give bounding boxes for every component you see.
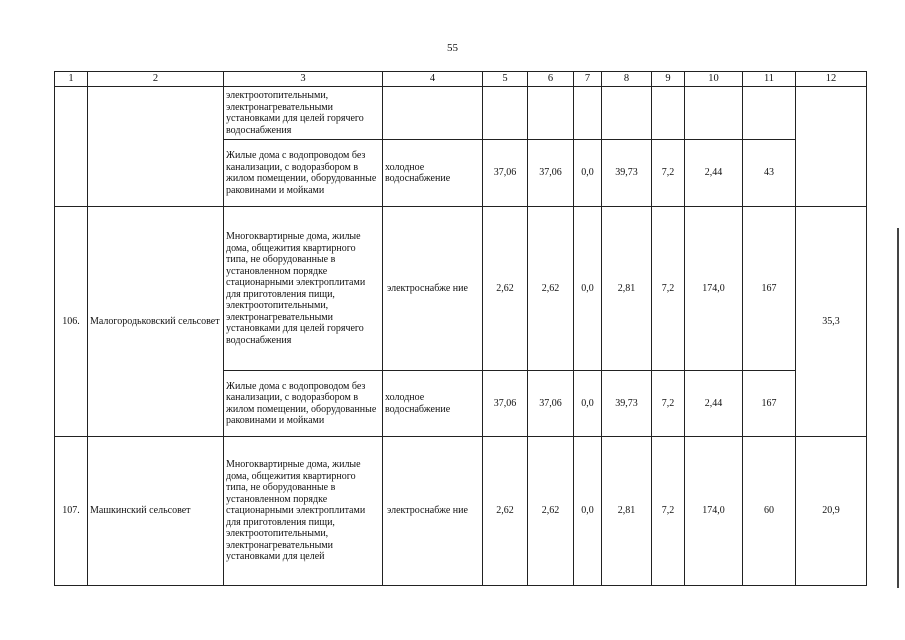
value-cell: 37,06 bbox=[528, 140, 574, 207]
header-cell: 10 bbox=[685, 72, 743, 87]
page-number: 55 bbox=[447, 42, 458, 54]
value-cell: 7,2 bbox=[652, 371, 685, 437]
value-cell: 174,0 bbox=[685, 437, 743, 586]
total-cell: 35,3 bbox=[796, 207, 867, 437]
total-cell bbox=[796, 87, 867, 207]
value-cell: 2,81 bbox=[602, 207, 652, 371]
value-cell: 2,62 bbox=[483, 437, 528, 586]
value-cell: 0,0 bbox=[574, 140, 602, 207]
table-row bbox=[55, 87, 867, 140]
row-index: 107. bbox=[55, 437, 88, 586]
table-row bbox=[55, 207, 867, 371]
header-cell: 9 bbox=[652, 72, 685, 87]
value-cell: 37,06 bbox=[483, 140, 528, 207]
value-cell: 37,06 bbox=[528, 371, 574, 437]
value-cell: 7,2 bbox=[652, 207, 685, 371]
value-cell: 0,0 bbox=[574, 207, 602, 371]
value-cell: 0,0 bbox=[574, 437, 602, 586]
value-cell: 167 bbox=[743, 207, 796, 371]
header-cell: 3 bbox=[224, 72, 383, 87]
header-cell: 2 bbox=[88, 72, 224, 87]
value-cell: 2,62 bbox=[528, 207, 574, 371]
header-cell: 11 bbox=[743, 72, 796, 87]
service-cell: электроснабже ние bbox=[383, 437, 483, 586]
value-cell: 2,44 bbox=[685, 371, 743, 437]
value-cell: 2,81 bbox=[602, 437, 652, 586]
description-cell: Многоквартирные дома, жилые дома, общежития квартирного типа, не оборудованные в установленном порядке стационарными электроплитами для приготовления пищи, электроотопительными, электронагревательными установками для целей горячего водоснабжения bbox=[224, 207, 383, 371]
header-cell: 7 bbox=[574, 72, 602, 87]
service-cell: холодное водоснабжение bbox=[383, 140, 483, 207]
description-cell: Жилые дома с водопроводом без канализации, с водоразбором в жилом помещении, оборудованные раковинами и мойками bbox=[224, 140, 383, 207]
value-cell: 2,62 bbox=[528, 437, 574, 586]
value-cell: 39,73 bbox=[602, 140, 652, 207]
column-number-row bbox=[55, 72, 867, 87]
index-cell bbox=[55, 87, 88, 207]
value-cell: 2,62 bbox=[483, 207, 528, 371]
header-cell: 12 bbox=[796, 72, 867, 87]
value-cell: 7,2 bbox=[652, 140, 685, 207]
header-cell: 8 bbox=[602, 72, 652, 87]
value-cell: 37,06 bbox=[483, 371, 528, 437]
scan-edge-line bbox=[897, 228, 899, 588]
service-cell: холодное водоснабжение bbox=[383, 371, 483, 437]
service-cell: электроснабже ние bbox=[383, 207, 483, 371]
tariff-table bbox=[54, 71, 867, 586]
value-cell: 0,0 bbox=[574, 371, 602, 437]
description-cell: Многоквартирные дома, жилые дома, общежития квартирного типа, не оборудованные в установленном порядке стационарными электроплитами для приготовления пищи, электроотопительными, электронагревательными установками для целей bbox=[224, 437, 383, 586]
description-cell: электроотопительными, электронагревательными установками для целей горячего водоснабжения bbox=[224, 87, 383, 140]
header-cell: 6 bbox=[528, 72, 574, 87]
value-cell: 167 bbox=[743, 371, 796, 437]
row-index: 106. bbox=[55, 207, 88, 437]
settlement-name: Машкинский сельсовет bbox=[88, 437, 224, 586]
value-cell: 2,44 bbox=[685, 140, 743, 207]
value-cell: 174,0 bbox=[685, 207, 743, 371]
settlement-name: Малогородьковский сельсовет bbox=[88, 207, 224, 437]
service-cell bbox=[383, 87, 483, 140]
table-row bbox=[55, 437, 867, 586]
header-cell: 5 bbox=[483, 72, 528, 87]
value-cell: 7,2 bbox=[652, 437, 685, 586]
description-cell: Жилые дома с водопроводом без канализации, с водоразбором в жилом помещении, оборудованные раковинами и мойками bbox=[224, 371, 383, 437]
value-cell: 39,73 bbox=[602, 371, 652, 437]
value-cell: 60 bbox=[743, 437, 796, 586]
header-cell: 4 bbox=[383, 72, 483, 87]
total-cell: 20,9 bbox=[796, 437, 867, 586]
header-cell: 1 bbox=[55, 72, 88, 87]
name-cell bbox=[88, 87, 224, 207]
value-cell: 43 bbox=[743, 140, 796, 207]
